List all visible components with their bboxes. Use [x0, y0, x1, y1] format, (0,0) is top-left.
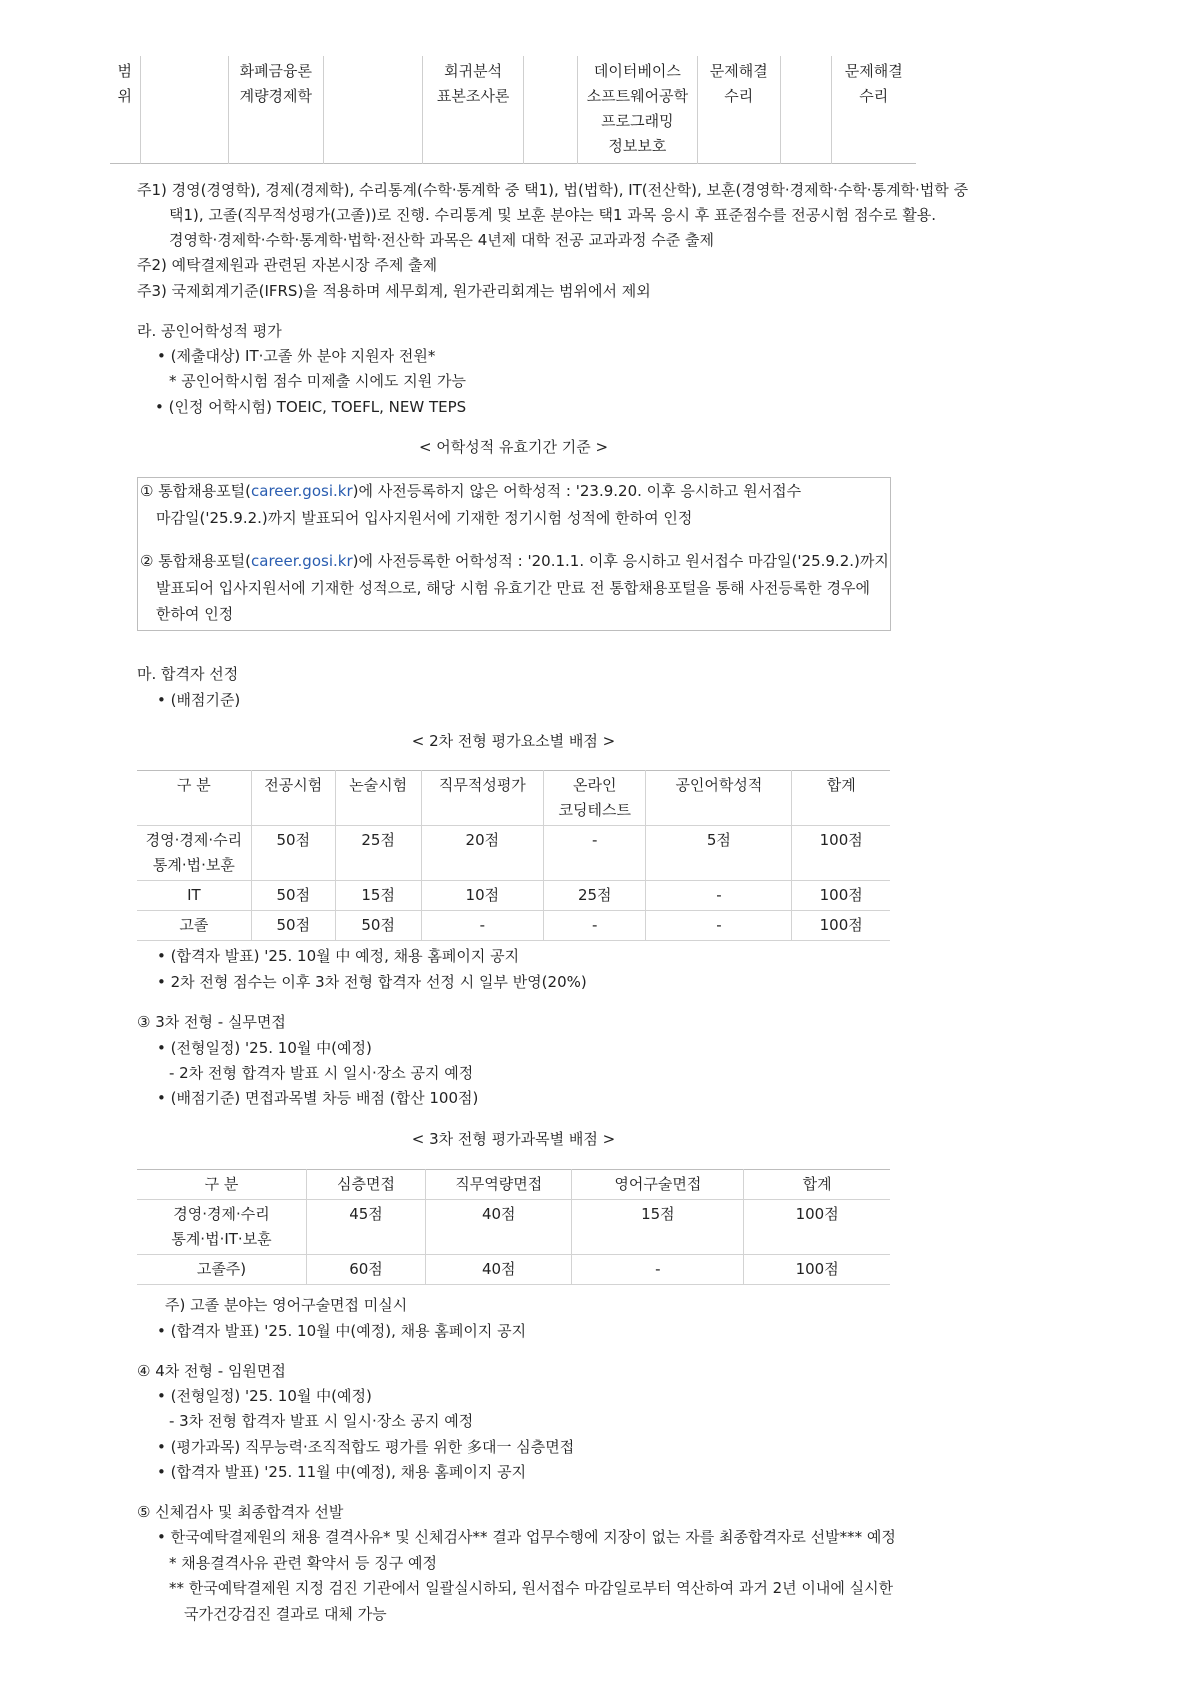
portal-link[interactable]: career.gosi.kr: [251, 482, 353, 500]
col-header: 직무적성평가: [421, 771, 544, 826]
col-header: 심층면접: [307, 1170, 426, 1200]
scope-cell-empty: [323, 56, 423, 164]
validity-item-1-suffix: )에 사전등록하지 않은 어학성적 : '23.9.20. 이후 응시하고 원서접수: [352, 482, 802, 500]
note-2: 주2) 예탁결제원과 관련된 자본시장 주제 출제: [137, 256, 438, 274]
stage3-note: 주) 고졸 분야는 영어구술면접 미실시: [165, 1296, 408, 1314]
table-row: [137, 911, 890, 941]
bullet-stage3-scoring: • (배점기준) 면접과목별 차등 배점 (합산 100점): [157, 1089, 479, 1107]
sub-note-health-check: ** 한국예탁결제원 지정 검진 기관에서 일괄실시하되, 원서접수 마감일로부터 역산하여 과거 2년 이내에 실시한: [169, 1579, 894, 1597]
table-cell: 15점: [335, 881, 421, 911]
validity-item-2-suffix: )에 사전등록한 어학성적 : '20.1.1. 이후 응시하고 원서접수 마감일('25.9.2.)까지: [352, 552, 889, 570]
table-cell: 경영·경제·수리 통계·법·보훈: [137, 826, 251, 881]
table-cell: 50점: [251, 881, 335, 911]
table-row: [137, 881, 890, 911]
scope-cell-empty: [781, 56, 832, 164]
col-header: 합계: [744, 1170, 890, 1200]
scope-label-a: 범: [117, 62, 133, 80]
col-header: 전공시험: [251, 771, 335, 826]
table-cell: 100점: [792, 881, 890, 911]
scope-cell-economics: [228, 56, 323, 164]
scope-subject: 문제해결: [844, 62, 903, 80]
scope-label-b: 위: [117, 87, 133, 105]
table-cell: -: [544, 826, 646, 881]
scope-cell-it: [578, 56, 697, 164]
bullet-stage4-schedule: • (전형일정) '25. 10월 中(예정): [157, 1387, 372, 1405]
scope-cell-statistics: [423, 56, 523, 164]
table-cell: -: [646, 881, 792, 911]
scope-cell-empty: [523, 56, 577, 164]
section-heading-language: 라. 공인어학성적 평가: [137, 322, 282, 340]
bullet-stage3-announcement: • (합격자 발표) '25. 10월 中(예정), 채용 홈페이지 공지: [157, 1322, 527, 1340]
stage3-score-table: [137, 1169, 890, 1285]
portal-link[interactable]: career.gosi.kr: [251, 552, 353, 570]
table-cell: 5점: [646, 826, 792, 881]
section-heading-stage4: ④ 4차 전형 - 임원면접: [137, 1362, 286, 1380]
stage2-table-title: < 2차 전형 평가요소별 배점 >: [411, 732, 616, 750]
table-cell: -: [646, 911, 792, 941]
scope-subject: 소프트웨어공학: [586, 87, 689, 105]
bullet-stage3-schedule: • (전형일정) '25. 10월 中(예정): [157, 1039, 372, 1057]
scope-subject: 정보보호: [608, 137, 667, 155]
validity-box: [137, 477, 891, 631]
note-1-line-3: 경영학·경제학·수학·통계학·법학·전산학 과목은 4년제 대학 전공 교과과정 수준 출제: [169, 231, 714, 249]
section-heading-stage5: ⑤ 신체검사 및 최종합격자 선발: [137, 1503, 344, 1521]
validity-item-2-prefix: ② 통합채용포털(: [140, 552, 252, 570]
table-cell: -: [544, 911, 646, 941]
scope-subject: 데이터베이스: [593, 62, 681, 80]
stage2-score-table: [137, 770, 890, 941]
validity-item-2: [140, 551, 889, 571]
stage3-table-title: < 3차 전형 평가과목별 배점 >: [411, 1130, 616, 1148]
table-cell: 경영·경제·수리 통계·법·IT·보훈: [137, 1200, 307, 1255]
sub-note-health-check-line-2: 국가건강검진 결과로 대체 가능: [184, 1605, 387, 1623]
table-header-row: [137, 771, 890, 826]
table-cell: 100점: [792, 826, 890, 881]
table-cell: 10점: [421, 881, 544, 911]
table-row: [137, 1255, 890, 1285]
scope-subject: 회귀분석: [444, 62, 503, 80]
note-3: 주3) 국제회계기준(IFRS)을 적용하며 세무회계, 원가관리회계는 범위에서 제외: [137, 282, 651, 300]
bullet-stage2-announcement: • (합격자 발표) '25. 10월 中 예정, 채용 홈페이지 공지: [157, 947, 520, 965]
exam-scope-table: [110, 56, 916, 164]
table-cell: 50점: [251, 911, 335, 941]
sub-note-stage4-venue: - 3차 전형 합격자 발표 시 일시·장소 공지 예정: [169, 1412, 474, 1430]
bullet-stage2-reflection: • 2차 전형 점수는 이후 3차 전형 합격자 선정 시 일부 반영(20%): [157, 973, 587, 991]
col-header: 직무역량면접: [426, 1170, 572, 1200]
table-cell: 20점: [421, 826, 544, 881]
scope-cell-veteran: [831, 56, 916, 164]
table-cell: -: [572, 1255, 744, 1285]
table-cell: 고졸주): [137, 1255, 307, 1285]
bullet-accepted-tests: • (인정 어학시험) TOEIC, TOEFL, NEW TEPS: [155, 398, 467, 416]
scope-subject: 문제해결: [709, 62, 768, 80]
col-header: 구 분: [137, 1170, 307, 1200]
note-1-line-1: 주1) 경영(경영학), 경제(경제학), 수리통계(수학·통계학 중 택1), 법(법학), IT(전산학), 보훈(경영학·경제학·수학·통계학·법학 중: [137, 181, 969, 199]
bullet-final-selection: • 한국예탁결제원의 채용 결격사유* 및 신체검사** 결과 업무수행에 지장이 없는 자를 최종합격자로 선발*** 예정: [157, 1528, 896, 1546]
scope-label-cell: [110, 56, 140, 164]
col-header: 온라인 코딩테스트: [544, 771, 646, 826]
table-cell: 40점: [426, 1200, 572, 1255]
validity-item-1: [140, 481, 801, 501]
scope-subject: 표본조사론: [436, 87, 510, 105]
bullet-submission-target: • (제출대상) IT·고졸 外 분야 지원자 전원*: [157, 347, 436, 365]
sub-note-no-score: * 공인어학시험 점수 미제출 시에도 지원 가능: [169, 372, 466, 390]
validity-item-2-line-3: 한하여 인정: [156, 605, 234, 623]
scope-cell-empty: [140, 56, 228, 164]
table-cell: 25점: [335, 826, 421, 881]
col-header: 영어구술면접: [572, 1170, 744, 1200]
scope-cell-highschool: [697, 56, 780, 164]
bullet-stage4-announcement: • (합격자 발표) '25. 11월 中(예정), 채용 홈페이지 공지: [157, 1463, 527, 1481]
section-heading-selection: 마. 합격자 선정: [137, 665, 239, 683]
bullet-scoring-criteria: • (배점기준): [157, 691, 241, 709]
col-header: 합계: [792, 771, 890, 826]
table-row: [137, 1200, 890, 1255]
table-cell: 15점: [572, 1200, 744, 1255]
scope-subject: 화폐금융론: [239, 62, 313, 80]
scope-subject: 계량경제학: [239, 87, 313, 105]
sub-note-stage3-venue: - 2차 전형 합격자 발표 시 일시·장소 공지 예정: [169, 1064, 474, 1082]
table-cell: 50점: [251, 826, 335, 881]
validity-item-1-prefix: ① 통합채용포털(: [140, 482, 252, 500]
scope-subject: 프로그래밍: [601, 112, 674, 130]
bullet-stage4-subject: • (평가과목) 직무능력·조직적합도 평가를 위한 多대一 심층면접: [157, 1438, 575, 1456]
table-cell: 60점: [307, 1255, 426, 1285]
table-cell: 45점: [307, 1200, 426, 1255]
table-cell: 40점: [426, 1255, 572, 1285]
sub-note-disqualification: * 채용결격사유 관련 확약서 등 징구 예정: [169, 1554, 437, 1572]
table-cell: 25점: [544, 881, 646, 911]
scope-subject: 수리: [724, 87, 754, 105]
table-cell: 100점: [744, 1200, 890, 1255]
table-row: [110, 56, 916, 164]
table-cell: 고졸: [137, 911, 251, 941]
validity-table-title: < 어학성적 유효기간 기준 >: [418, 438, 609, 456]
note-1-line-2: 택1), 고졸(직무적성평가(고졸))로 진행. 수리통계 및 보훈 분야는 택1 과목 응시 후 표준점수를 전공시험 점수로 활용.: [169, 206, 936, 224]
table-cell: 50점: [335, 911, 421, 941]
col-header: 공인어학성적: [646, 771, 792, 826]
section-heading-stage3: ③ 3차 전형 - 실무면접: [137, 1013, 286, 1031]
table-cell: 100점: [744, 1255, 890, 1285]
col-header: 논술시험: [335, 771, 421, 826]
validity-item-1-line-2: 마감일('25.9.2.)까지 발표되어 입사지원서에 기재한 정기시험 성적에 한하여 인정: [156, 509, 693, 527]
table-cell: IT: [137, 881, 251, 911]
validity-item-2-line-2: 발표되어 입사지원서에 기재한 성적으로, 해당 시험 유효기간 만료 전 통합채용포털을 통해 사전등록한 경우에: [156, 579, 871, 597]
col-header: 구 분: [137, 771, 251, 826]
table-row: [137, 826, 890, 881]
table-cell: -: [421, 911, 544, 941]
table-cell: 100점: [792, 911, 890, 941]
table-header-row: [137, 1170, 890, 1200]
scope-subject: 수리: [859, 87, 889, 105]
